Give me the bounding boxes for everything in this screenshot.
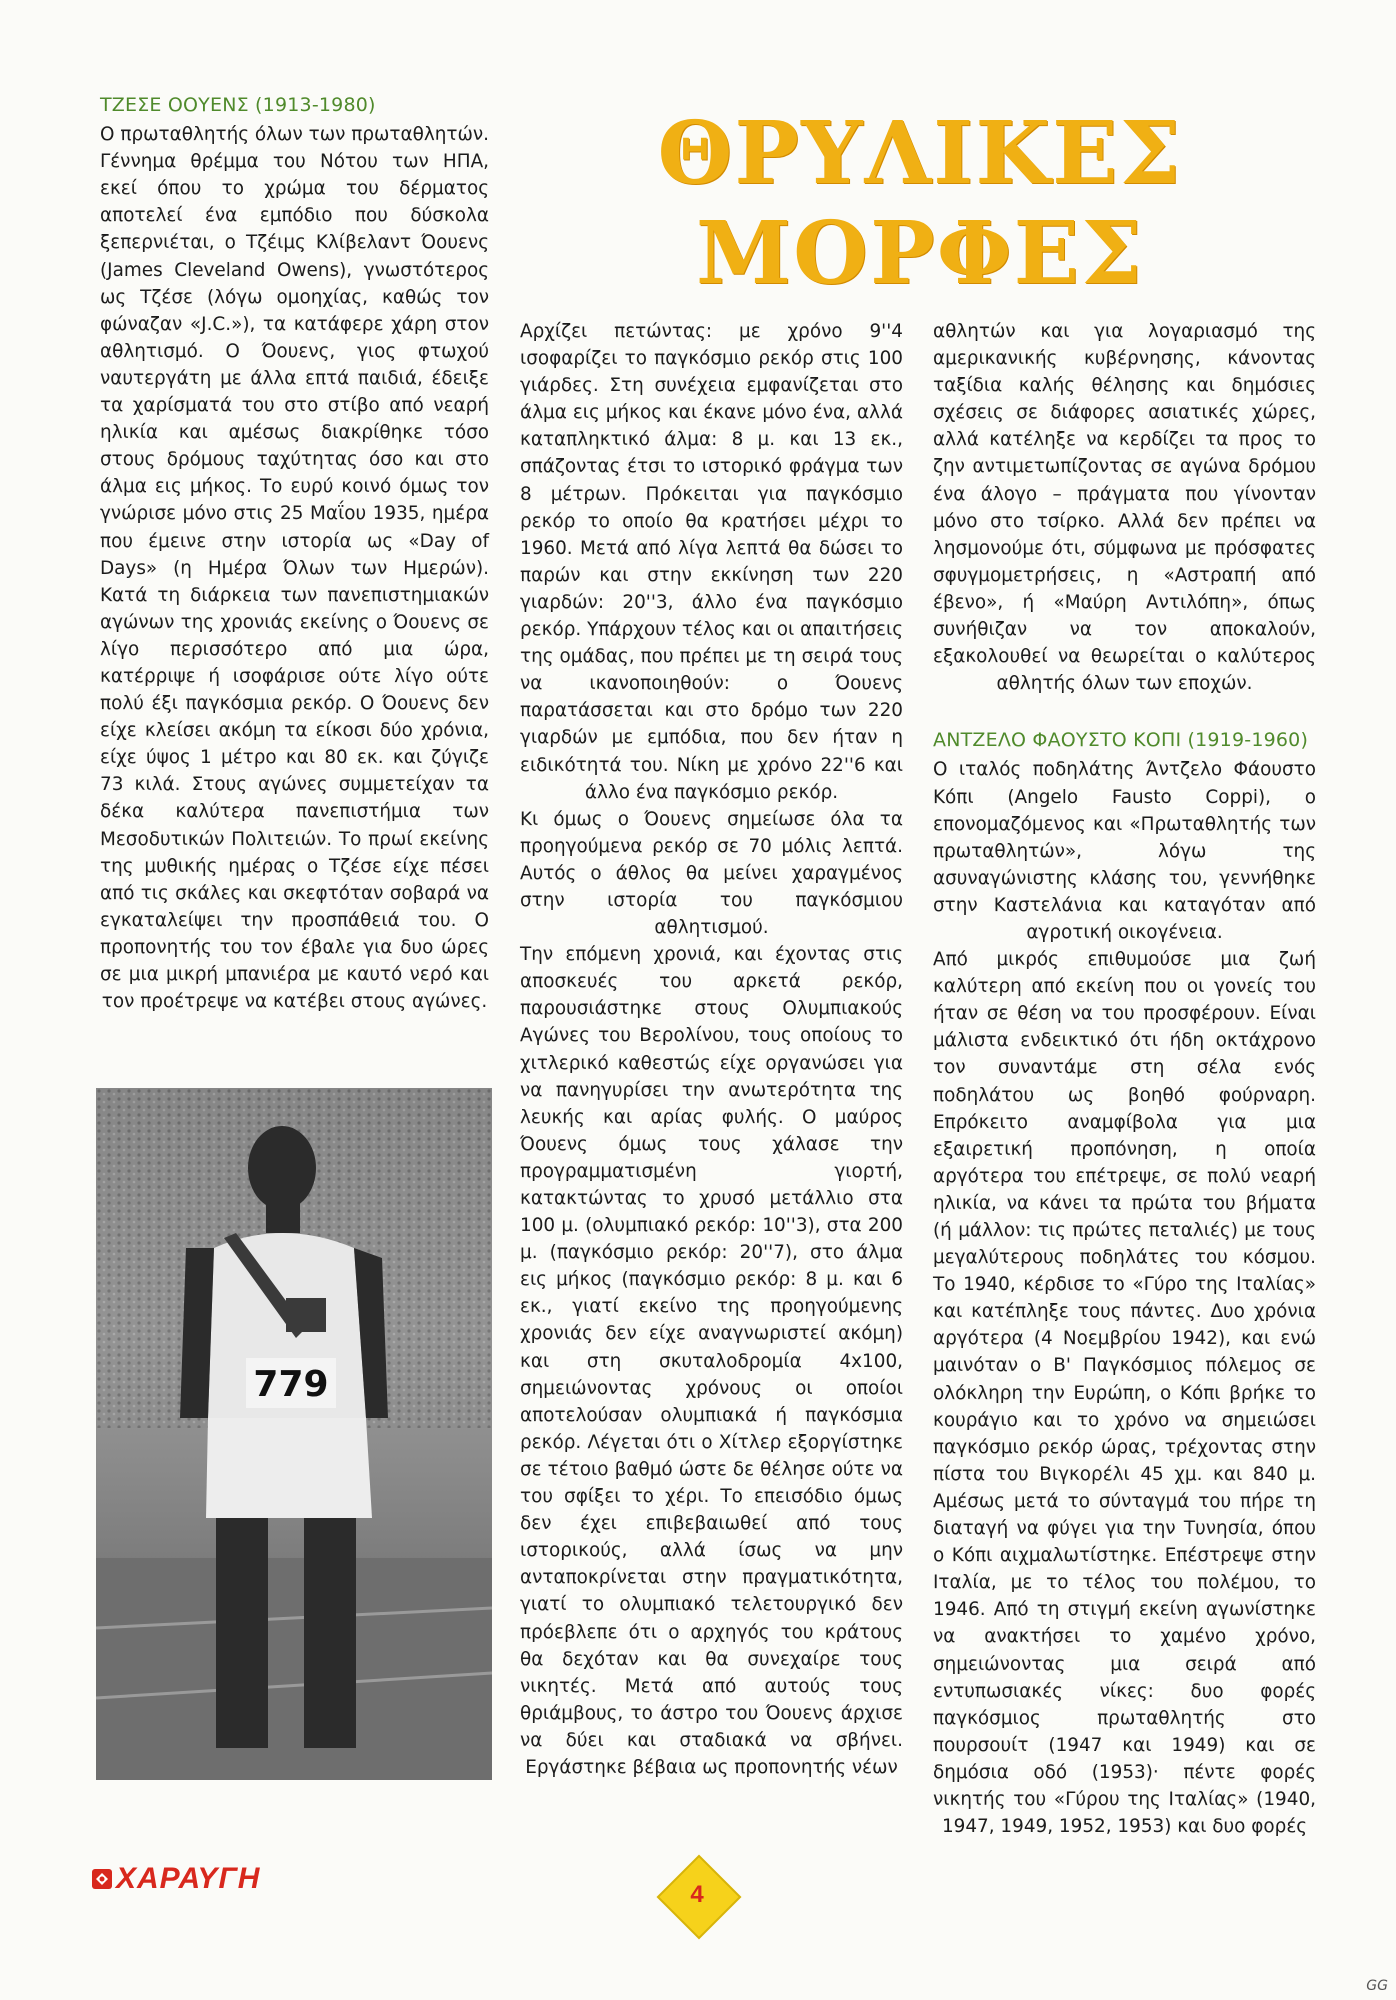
page-title-line1: ΘΡΥΛΙΚΕΣ — [657, 103, 1183, 204]
publication-logo — [92, 1862, 260, 1896]
column-2 — [520, 318, 903, 1781]
page-number-value: 4 — [690, 1881, 704, 1908]
page-title-line2: ΜΟΡΦΕΣ — [695, 203, 1145, 304]
owens-heading: ΤΖΕΣΕ ΟΟΥΕΝΣ (1913-1980) — [100, 94, 376, 116]
bib-number: 779 — [253, 1364, 329, 1405]
coppi-heading: ΑΝΤΖΕΛΟ ΦΑΟΥΣΤΟ ΚΟΠΙ (1919-1960) — [933, 729, 1309, 752]
coppi-intro-paragraph: Ο ιταλός ποδηλάτης Άντζελο Φάουστο Κόπι (Angelo Fausto Coppi), ο επονομαζόμενος και «Πρωταθλητής των πρωταθλητών», λόγω της ασυναγώνιστης κλάσης του, γεννήθηκε στην Καστελάνια και καταγόταν από αγροτική οικογένεια. — [933, 759, 1316, 943]
coppi-career-paragraph: Από μικρός επιθυμούσε μια ζωή καλύτερη από εκείνη που οι γονείς του ήταν σε θέση να του προσφέρουν. Είναι μάλιστα ενδεικτικό ότι ήδη οκτάχρονο τον συναντάμε στη σέλα ενός ποδηλάτου ως βοηθό φούρναρη. Επρόκειτο αναμφίβολα για μια εξαιρετική προπόνηση, η οποία αργότερα του επέτρεψε, σε πολύ νεαρή ηλικία, να κάνει τα πρώτα του βήματα (ή μάλλον: τις πρώτες πεταλιές) με τους μεγαλύτερους ποδηλάτες του κόσμου. Το 1940, κέρδισε το «Γύρο της Ιταλίας» και κατέπληξε τους πάντες. Δυο χρόνια αργότερα (4 Νοεμβρίου 1942), και ενώ μαινόταν ο Β' Παγκόσμιος πόλεμος σε ολόκληρη την Ευρώπη, ο Κόπι βρήκε το κουράγιο και το χρόνο να σημειώσει παγκόσμιο ρεκόρ ώρας, τρέχοντας στην πίστα του Βιγκορέλι 45 χμ. και 840 μ. Αμέσως μετά το σύνταγμά του πήρε τη διαταγή να φύγει για την Τυνησία, όπου ο Κόπι αιχμαλωτίστηκε. Επέστρεψε στην Ιταλία, με το τέλος του πολέμου, το 1946. Από τη στιγμή εκείνη αγωνίστηκε να ανακτήσει το χαμένο χρόνο, σημειώνοντας μια σειρά από εντυπωσιακές νίκες: δυο φορές παγκόσμιος πρωταθλητής στο πουρσουίτ (1947 και 1949) και σε δημόσια οδό (1953)· πέντε φορές νικητής του «Γύρου της Ιταλίας» (1940, 1947, 1949, 1952, 1953) και δυο φορές — [933, 949, 1316, 1838]
watermark: GG — [1366, 1978, 1388, 1994]
owens-photo — [96, 1088, 492, 1780]
owens-70-minutes-paragraph: Κι όμως ο Όουενς σημείωσε όλα τα προηγούμενα ρεκόρ σε 70 μόλις λεπτά. Αυτός ο άθλος θα μείνει χαραγμένος στην ιστορία του παγκόσμιου αθλητισμού. — [520, 808, 903, 939]
owens-berlin-paragraph: Την επόμενη χρονιά, και έχοντας στις αποσκευές του αρκετά ρεκόρ, παρουσιάστηκε στους Ολυμπιακούς Αγώνες του Βερολίνου, τους οποίους το χιτλερικό καθεστώς είχε οργανώσει για να πανηγυρίσει την ανωτερότητα της λευκής και αρίας φυλής. Ο μαύρος Όουενς όμως τους χάλασε την προγραμματισμένη γιορτή, κατακτώντας το χρυσό μετάλλιο στα 100 μ. (ολυμπιακό ρεκόρ: 10''3), στα 200 μ. (παγκόσμιο ρεκόρ: 20''7), στο άλμα εις μήκος (παγκόσμιο ρεκόρ: 8 μ. και 6 εκ., γιατί εκείνο της προηγούμενης χρονιάς δεν είχε αναγνωριστεί ακόμη) και στη σκυταλοδρομία 4x100, σημειώνοντας χρόνους οι οποίοι αποτελούσαν ολυμπιακά ή παγκόσμια ρεκόρ. Λέγεται ότι ο Χίτλερ εξοργίστηκε σε τέτοιο βαθμό ώστε δε θέλησε ούτε να του σφίξει το χέρι. Το επεισόδιο όμως δεν έχει επιβεβαιωθεί από τους ιστορικούς, αλλά ίσως να μην ανταποκρίνεται στην πραγματικότητα, γιατί το ολυμπιακό τελετουργικό δεν πρόεβλεπε ότι ο αρχηγός του κράτους θα δεχόταν και θα συνεχαίρε τους νικητές. Μετά από αυτούς τους θριάμβους, το άστρο του Όουενς άρχισε να δύει και σταδιακά να σβήνει. Εργάστηκε βέβαια ως προπονητής νέων — [520, 944, 903, 1778]
column-3 — [933, 318, 1316, 1840]
page-number — [656, 1854, 738, 1936]
page-title — [640, 104, 1200, 304]
column-1 — [100, 92, 489, 1015]
owens-later-life-paragraph: αθλητών και για λογαριασμό της αμερικανικής κυβέρνησης, κάνοντας ταξίδια καλής θέλησης και δημόσιες σχέσεις σε διάφορες ασιατικές χώρες, αλλά κατέληξε να κερδίζει τα προς το ζην αντιμετωπίζοντας σε αγώνα δρόμου ένα άλογο – πράγματα που γίνονταν μόνο στο τσίρκο. Αλλά δεν πρέπει να λησμονούμε ότι, σύμφωνα με πρόσφατες σφυγμομετρήσεις, η «Αστραπή από έβενο», ή «Μαύρη Αντιλόπη», όπως συνήθιζαν να τον αποκαλούν, εξακολουθεί να θεωρείται ο καλύτερος αθλητής όλων των εποχών. — [933, 321, 1316, 695]
logo-mark-icon — [92, 1869, 112, 1889]
logo-text: ΧΑΡΑΥΓΗ — [116, 1862, 261, 1895]
owens-records-paragraph: Αρχίζει πετώντας: με χρόνο 9''4 ισοφαρίζει το παγκόσμιο ρεκόρ στις 100 γιάρδες. Στη συνέχεια εμφανίζεται στο άλμα εις μήκος και έκανε μόνο ένα, αλλά καταπληκτικό άλμα: 8 μ. και 13 εκ., σπάζοντας έτσι το ιστορικό φράγμα των 8 μέτρων. Πρόκειται για παγκόσμιο ρεκόρ το οποίο θα κρατήσει μέχρι το 1960. Μετά από λίγα λεπτά θα δώσει το παρών και στην εκκίνηση των 220 γιαρδών: 20''3, άλλο ένα παγκόσμιο ρεκόρ. Υπάρχουν τέλος και οι απαιτήσεις της ομάδας, που πρέπει με τη σειρά τους να ικανοποιηθούν: ο Όουενς παρατάσσεται και στο δρόμο των 220 γιαρδών με εμπόδια, που δεν ήταν η ειδικότητά του. Νίκη με χρόνο 22''6 και άλλο ένα παγκόσμιο ρεκόρ. — [520, 321, 903, 803]
owens-intro-paragraph: Ο πρωταθλητής όλων των πρωταθλητών. Γέννημα θρέμμα του Νότου των ΗΠΑ, εκεί όπου το χρώμα του δέρματος αποτελεί ένα εμπόδιο που δύσκολα ξεπερνιέται, ο Τζέιμς Κλίβελαντ Όουενς (James Cleveland Owens), γνωστότερος ως Τζέσε (λόγω ομοηχίας, καθώς τον φώναζαν «J.C.»), τα κατάφερε χάρη στον αθλητισμό. Ο Όουενς, γιος φτωχού ναυτεργάτη με άλλα επτά παιδιά, έδειξε τα χαρίσματά του στο στίβο από νεαρή ηλικία και αμέσως διακρίθηκε τόσο στους δρόμους ταχύτητας όσο και στο άλμα εις μήκος. Το ευρύ κοινό όμως τον γνώρισε μόνο στις 25 Μαΐου 1935, ημέρα που έμεινε στην ιστορία ως «Day of Days» (η Ημέρα Όλων των Ημερών). Κατά τη διάρκεια των πανεπιστημιακών αγώνων της χρονιάς εκείνης ο Όουενς σε λίγο περισσότερο από μια ώρα, κατέρριψε ή ισοφάρισε ούτε λίγο ούτε πολύ έξι παγκόσμια ρεκόρ. Ο Όουενς δεν είχε κλείσει ακόμη τα είκοσι δύο χρόνια, είχε ύψος 1 μέτρο και 80 εκ. και ζύγιζε 73 κιλά. Στους αγώνες συμμετείχαν τα δέκα καλύτερα πανεπιστήμια των Μεσοδυτικών Πολιτειών. Το πρωί εκείνης της μυθικής ημέρας ο Τζέσε είχε πέσει από τις σκάλες και σκεφτόταν σοβαρά να εγκαταλείψει την προσπάθειά του. Ο προπονητής του τον έβαλε για δυο ώρες σε μια μικρή μπανιέρα με καυτό νερό και τον προέτρεψε να κατέβει στους αγώνες. — [100, 124, 489, 1013]
